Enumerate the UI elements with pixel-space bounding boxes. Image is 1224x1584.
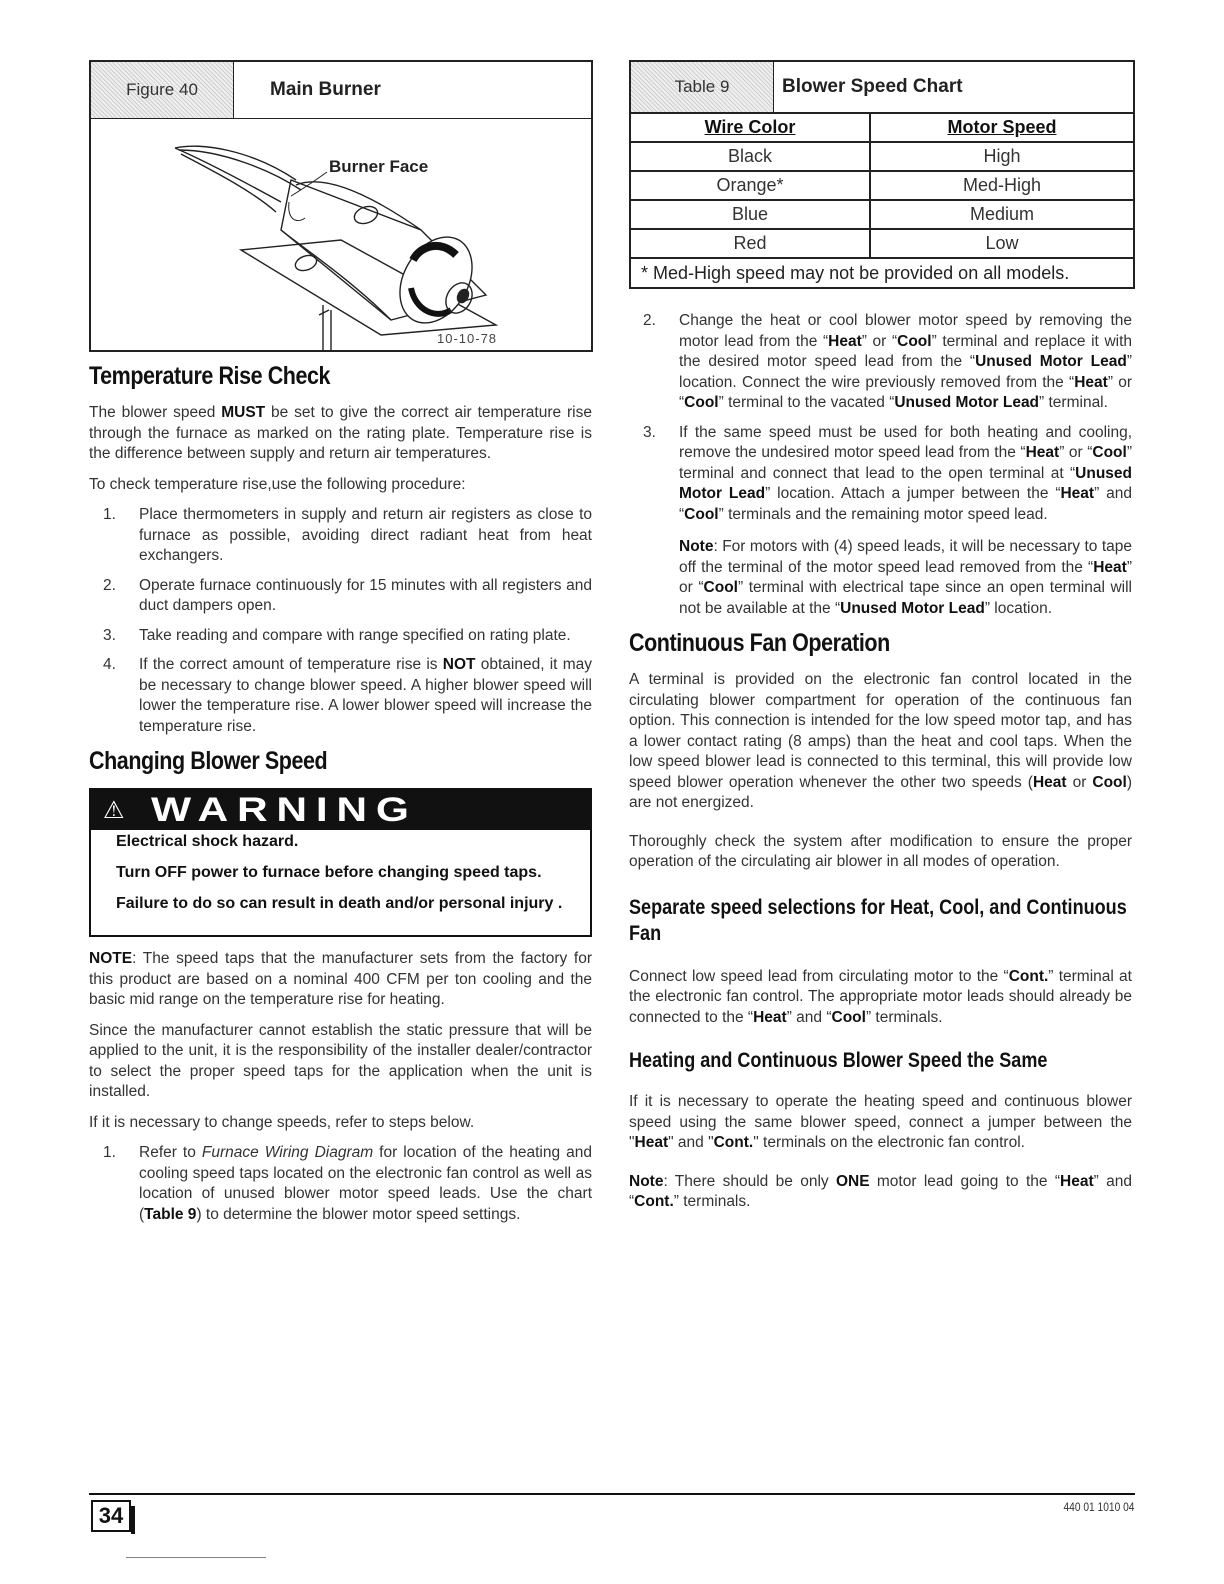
burner-face-callout: Burner Face [329, 157, 429, 176]
figure-number: 10-10-78 [437, 331, 498, 346]
footer-rule [89, 1493, 1135, 1495]
table-header [631, 62, 1133, 114]
change-speed-steps-continued [629, 311, 1132, 619]
heading-heating-continuous-same: Heating and Continuous Blower Speed the Same [629, 1049, 1048, 1072]
since-paragraph: Since the manufacturer cannot establish the static pressure that will be applied to the unit, it is the responsibility of the installer dealer/contractor to select the proper speed taps for the application when the unit is installed. [89, 1021, 592, 1100]
list-item: 4. If the correct amount of temperature rise is NOT obtained, it may be necessary to change blower speed. A higher blower speed will lower the temperature rise. A lower blower speed will increase the temperature rise. [103, 656, 592, 735]
warning-triangle-icon: ⚠ [103, 796, 125, 824]
table-column-headers: Wire Color Motor Speed [631, 114, 1133, 143]
warning-body [91, 830, 590, 935]
page-number: 34 [91, 1500, 131, 1532]
figure-header [91, 62, 591, 119]
temp-paragraph-2: To check temperature rise,use the following procedure: [89, 475, 466, 493]
if-necessary-paragraph: If it is necessary to change speeds, refer to steps below. [89, 1113, 475, 1131]
warning-line-1: Electrical shock hazard. [116, 833, 299, 850]
list-item: 2. Change the heat or cool blower motor speed by removing the motor lead from the “Heat” or “Cool” terminal and replace it with the desired motor speed lead from the “Unused Motor Lead” location. Connect the wire previously removed from the “Heat” or “Cool” terminal to the vacated “Unused Motor Lead” terminal. [643, 312, 1133, 411]
temp-paragraph-1: The blower speed MUST be set to give the correct air temperature rise through the furnace as marked on the rating plate. Temperature rise is the difference between supply and return air temperatures. [89, 404, 592, 462]
footer-link-underline [126, 1557, 266, 1558]
list-item: 1. Place thermometers in supply and return air registers as close to furnace as possible, avoiding direct radiant heat from heat exchangers. [103, 506, 592, 564]
figure-40 [89, 60, 593, 352]
figure-title: Main Burner [270, 79, 381, 100]
table-footnote: * Med-High speed may not be provided on all models. [641, 263, 1070, 283]
table-row: Red Low [631, 230, 1133, 259]
list-item: 3. Take reading and compare with range specified on rating plate. [103, 626, 571, 644]
continuous-paragraph-2: Thoroughly check the system after modification to ensure the proper operation of the circulating air blower in all modes of operation. [629, 832, 1132, 870]
warning-word: WARNING [150, 790, 418, 829]
document-id: 440 01 1010 04 [1063, 1500, 1134, 1514]
heading-changing-blower-speed: Changing Blower Speed [89, 747, 328, 775]
list-item: 3. If the same speed must be used for both heating and cooling, remove the undesired motor speed lead from the “Heat” or “Cool” terminal and connect that lead to the open terminal at “Unused Motor Lead” location. Attach a jumper between the “Heat” and “Cool” terminals and the remaining motor speed lead. Note: For motors with (4) speed leads, it will be necessary to tape off the terminal of the motor speed lead removed from the “Heat” or “Cool” terminal with electrical tape since an open terminal will not be available at the “Unused Motor Lead” location. [629, 423, 1132, 620]
heading-continuous-fan-operation: Continuous Fan Operation [629, 629, 890, 657]
warning-line-3: Failure to do so can result in death and/or personal injury . [116, 895, 563, 912]
same-paragraph: If it is necessary to operate the heating speed and continuous blower speed using the same blower speed, connect a jumper between the "Heat" and "Cont." terminals on the electronic fan control. [629, 1093, 1132, 1151]
change-speed-steps [89, 1143, 592, 1225]
table-row: Orange* Med-High [631, 172, 1133, 201]
list-item: 2. Operate furnace continuously for 15 minutes with all registers and duct dampers open. [103, 576, 592, 614]
warning-banner [91, 790, 590, 830]
heading-temperature-rise-check: Temperature Rise Check [89, 362, 331, 390]
figure-tag: Figure 40 [91, 62, 234, 118]
table-title: Blower Speed Chart [782, 76, 963, 97]
table-9-blower-speed-chart [629, 60, 1135, 289]
table-tag: Table 9 [631, 62, 774, 112]
table-row: Black High [631, 143, 1133, 172]
main-burner-illustration [91, 120, 591, 350]
heading-separate-speed-selections: Separate speed selections for Heat, Cool, and Continuous Fan [629, 895, 1127, 945]
final-note: Note: There should be only ONE motor lead going to the “Heat” and “Cont.” terminals. [629, 1172, 1132, 1210]
right-column [629, 60, 1132, 1223]
left-column [89, 60, 592, 1235]
list-item: 1. Refer to Furnace Wiring Diagram for location of the heating and cooling speed taps located on the electronic fan control as well as location of unused blower motor speed leads. Use the chart (Table 9) to determine the blower motor speed settings. [103, 1144, 592, 1223]
four-speed-note: Note: For motors with (4) speed leads, it will be necessary to tape off the terminal of the motor speed lead removed from the “Heat” or “Cool” terminal with electrical tape since an open terminal will not be available at the “Unused Motor Lead” location. [679, 538, 1132, 617]
continuous-paragraph-1: A terminal is provided on the electronic fan control located in the circulating blower compartment for operation of the continuous fan option. This connection is intended for the low speed motor tap, and has a lower contact rating (8 amps) than the heat and cool taps. When the low speed blower lead is connected to this terminal, this will provide low speed blower operation whenever the other two speeds (Heat or Cool) are not energized. [629, 671, 1132, 811]
table-row: Blue Medium [631, 201, 1133, 230]
warning-line-2: Turn OFF power to furnace before changing speed taps. [116, 864, 542, 881]
separate-paragraph: Connect low speed lead from circulating motor to the “Cont.” terminal at the electronic fan control. The appropriate motor leads should already be connected to the “Heat” and “Cool” terminals. [629, 967, 1132, 1026]
temperature-steps [89, 505, 592, 737]
warning-box [89, 788, 592, 937]
note-paragraph: NOTE: The speed taps that the manufacturer sets from the factory for this product are based on a nominal 400 CFM per ton cooling and the basic mid range on the temperature rise for heating. [89, 950, 592, 1008]
